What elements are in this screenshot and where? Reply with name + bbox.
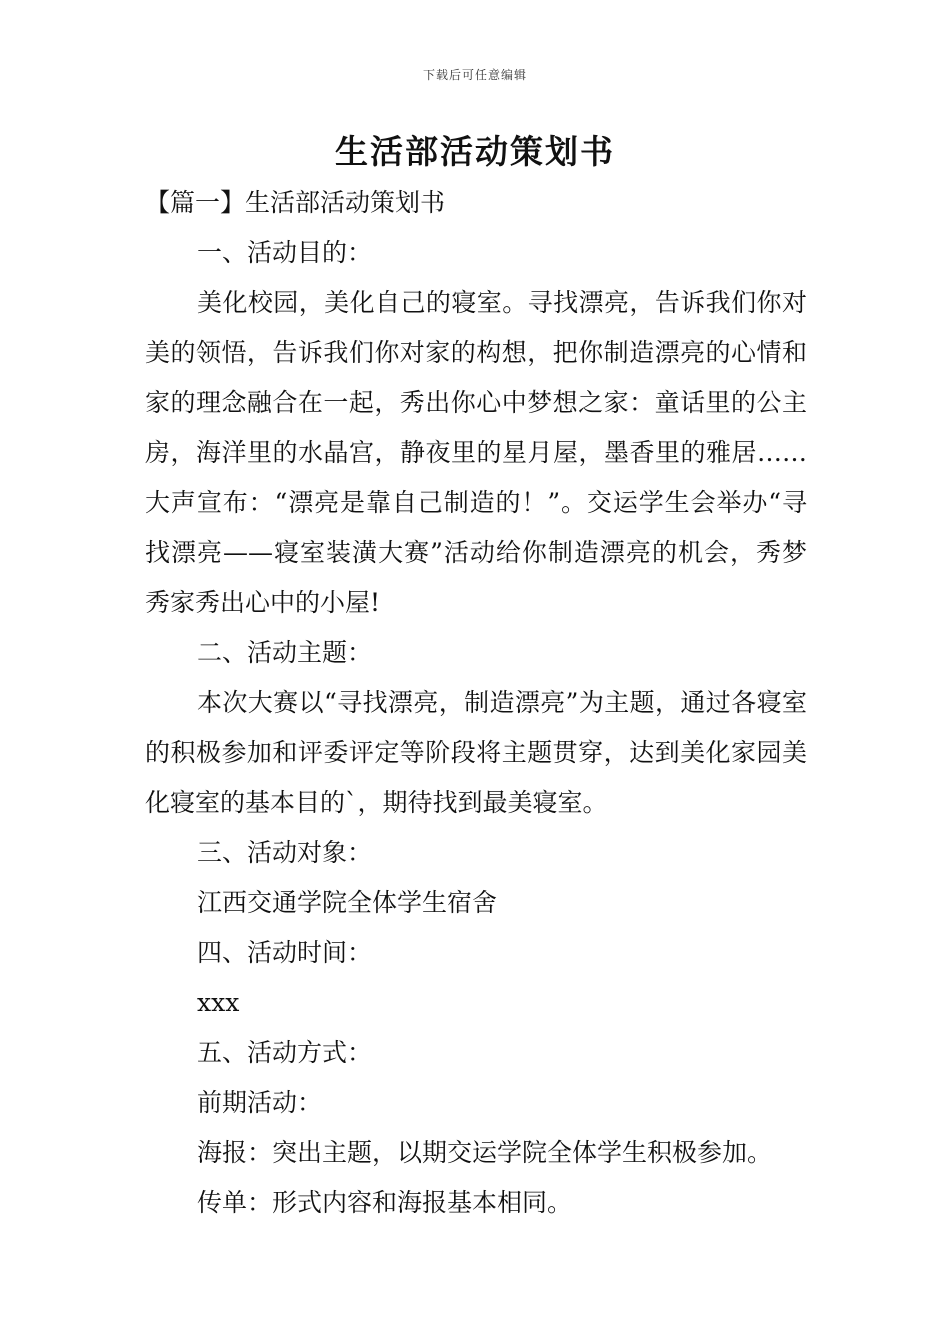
paragraph-purpose: 美化校园，美化自己的寝室。寻找漂亮，告诉我们你对美的领悟，告诉我们你对家的构想，把你制造漂亮的心情和家的理念融合在一起，秀出你心中梦想之家：童话里的公主房，海洋里的水晶宫，静夜里的星月屋，墨香里的雅居……大声宣布：“漂亮是靠自己制造的！”。交运学生会举办“寻找漂亮——寝室装潢大赛”活动给你制造漂亮的机会，秀梦秀家秀出心中的小屋! xyxy=(145,288,807,617)
section-heading-target: 三、活动对象： xyxy=(197,838,373,867)
section-heading-purpose: 一、活动目的： xyxy=(197,238,373,267)
paragraph-method-poster: 海报：突出主题，以期交运学院全体学生积极参加。 xyxy=(197,1138,773,1167)
section-heading-method: 五、活动方式： xyxy=(197,1038,373,1067)
header-note: 下载后可任意编辑 xyxy=(422,68,527,82)
document-title: 生活部活动策划书 xyxy=(335,132,615,171)
paragraph-method-sub: 前期活动： xyxy=(197,1088,323,1117)
paragraph-target: 江西交通学院全体学生宿舍 xyxy=(197,888,498,917)
paragraph-method-flyer: 传单：形式内容和海报基本相同。 xyxy=(197,1188,573,1217)
paragraph-time: xxx xyxy=(197,988,240,1017)
paragraph-theme: 本次大赛以“寻找漂亮，制造漂亮”为主题，通过各寝室的积极参加和评委评定等阶段将主题贯穿，达到美化家园美化寝室的基本目的`，期待找到最美寝室。 xyxy=(145,688,807,817)
section-heading-theme: 二、活动主题： xyxy=(197,638,373,667)
section-heading-time: 四、活动时间： xyxy=(197,938,373,967)
section-subtitle: 【篇一】生活部活动策划书 xyxy=(145,188,446,217)
document-body xyxy=(145,178,807,1228)
